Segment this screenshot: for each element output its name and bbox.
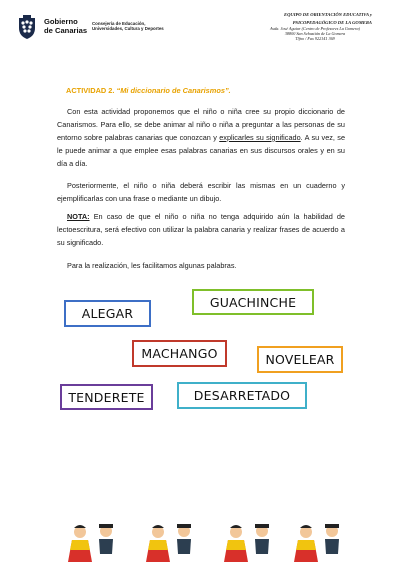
word-box-tenderete: TENDERETE [60, 384, 153, 410]
dancer-pair-2 [146, 524, 191, 563]
address-line-2: 38800 San Sebastián de La Gomera [284, 30, 346, 36]
intro-text-b: . A su vez, se le puede animar a que emplee esas palabras canarias en sus discursos orales y en su día a día. [57, 132, 346, 168]
dancer-pair-1 [68, 524, 113, 563]
activity-label: ACTIVIDAD 2. [66, 86, 115, 95]
paragraph-intro [57, 106, 345, 171]
folk-dancers-illustration [68, 520, 348, 565]
word-box-alegar: ALEGAR [64, 300, 151, 327]
paragraph-posteriormente: Posteriormente, el niño o niña deberá escribir las mismas en un cuaderno y ejemplificarlas con una frase o mediante un dibujo. [57, 181, 345, 203]
nota-label: NOTA: [67, 212, 90, 221]
activity-heading [66, 86, 231, 95]
consejeria-line-2: Universidades, Cultura y Deportes [92, 26, 164, 32]
phone-line: Tlfno / Fax 922141 369 [295, 35, 335, 41]
team-line-2: PSICOPEDAGÓGICO DE LA GOMERA [292, 20, 372, 25]
dancer-pair-4 [294, 524, 339, 563]
dancer-pair-3 [224, 524, 269, 563]
canarias-coat-of-arms-icon [14, 14, 40, 40]
team-header [222, 12, 372, 41]
consejeria-line-1: Consejería de Educación, [92, 21, 146, 26]
consejeria-name [92, 21, 164, 32]
intro-text-a: Con esta actividad proponemos que el niño o niña cree su propio diccionario de Canarismos. Para ello, se debe animar al niño o niña a preguntar a las personas de su entorno sobre palabras canarias que conozcan y [57, 107, 345, 142]
address-line-1: Avda. José Aguiar (Centro de Profesores La Gomera) [270, 26, 360, 31]
intro-underlined: explicarles su significado [219, 132, 301, 142]
government-name [44, 17, 87, 35]
activity-title: “Mi diccionario de Canarismos”. [116, 86, 231, 95]
word-box-machango: MACHANGO [132, 340, 227, 367]
paragraph-nota [57, 211, 345, 250]
paragraph-realizacion: Para la realización, les facilitamos algunas palabras. [67, 261, 237, 270]
gov-line-1: Gobierno [44, 17, 78, 26]
team-line-1: EQUIPO DE ORIENTACIÓN EDUCATIVA y [284, 12, 372, 17]
word-box-novelear: NOVELEAR [257, 346, 343, 373]
nota-text: En caso de que el niño o niña no tenga adquirido aún la habilidad de lectoescritura, será efectivo con utilizar la palabra canaria y realizar frases de acuerdo a su significado. [57, 212, 345, 247]
word-box-guachinche: GUACHINCHE [192, 289, 314, 315]
gov-line-2: de Canarias [44, 26, 88, 35]
word-box-desarretado: DESARRETADO [177, 382, 307, 409]
